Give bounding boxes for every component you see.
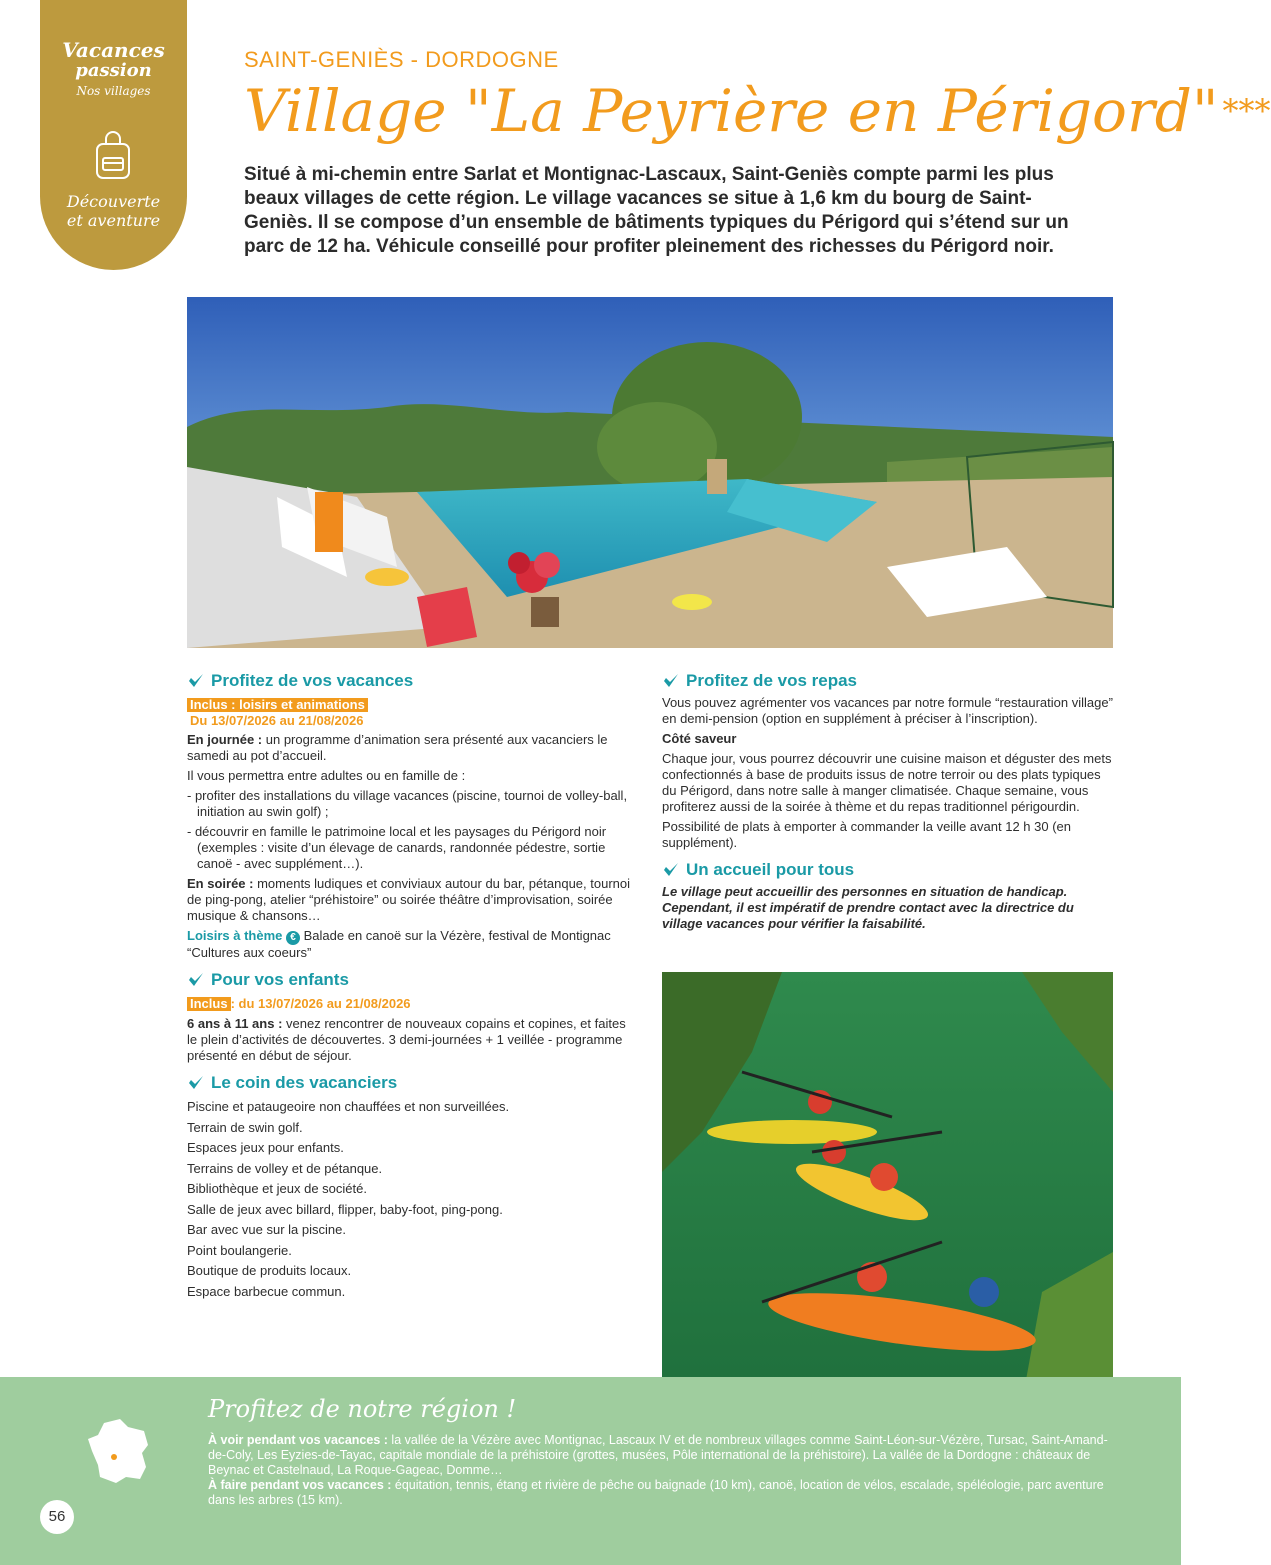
list-item: Boutique de produits locaux.: [187, 1263, 352, 1278]
theme-tab: [40, 0, 187, 270]
section-heading-repas: Profitez de vos repas: [662, 670, 1114, 692]
kayak-photo: [662, 972, 1113, 1402]
list-item: Salle de jeux avec billard, flipper, baby-foot, ping-pong.: [187, 1201, 503, 1217]
list-item: Point boulangerie.: [187, 1242, 292, 1258]
dates-label: Du 13/07/2026 au 21/08/2026: [190, 713, 364, 728]
list-item: Bibliothèque et jeux de société.: [187, 1181, 367, 1196]
brand-logo-line1: Vacances: [62, 38, 165, 62]
intro-paragraph: Situé à mi-chemin entre Sarlat et Montignac-Lascaux, Saint-Geniès compte parmi les plus beaux villages de cette région. Le village vacances se situe à 1,6 km du bourg de Saint-Geniès. Il se compose d’un ensemble de bâtiments typiques du Périgord qui s’étend sur un parc de 12 ha. Véhicule conseillé pour profiter pleinement des richesses du Périgord noir.: [244, 164, 1069, 257]
section-heading-vacances: Profitez de vos vacances: [187, 670, 637, 692]
page-number: 56: [40, 1500, 74, 1534]
left-column: Profitez de vos vacances Inclus : loisirs et animations Du 13/07/2026 au 21/08/2026 En journée : un programme d’animation sera présenté aux vacanciers le samedi au pot d’accueil. Il vous permettra entre adultes ou en famille de : - profiter des installations du village vacances (piscine, tournoi de volley-ball, initiation au swin golf) ; - découvrir en famille le patrimoine local et les paysages du Périgord noir (exemples : visite d’un élevage de canards, randonnée pédestre, sortie canoë - avec supplément…). En soirée : moments ludiques et conviviaux autour du bar, pétanque, tournoi de ping-pong, atelier “préhistoire” ou soirée théâtre d’improvisation, soirée musique & chansons… Loisirs à thème € Balade en canoë sur la Vézère, festival de Montignac “Cultures aux coeurs” Pour vos enfants Inclus : du 13/07/2026 au 21/08/2026 6 ans à 11 ans : venez rencontrer de nouveaux copains et copines, et faites le plein d’activités de découvertes. 3 demi-journées + 1 veillée - programme présenté en début de séjour. Le coin des vacanciers Piscine et pataugeoire non chauffées et non surveillées. Terrain de swin golf. Espaces jeux pour enfants. Terrains de volley et de pétanque. Bibliothèque et jeux de société. Salle de jeux avec billard, flipper, baby-foot, ping-pong. Bar avec vue sur la piscine. Point boulangerie. Boutique de produits locaux. Espace barbecue commun.: [187, 670, 637, 1302]
theme-label: Découverte et aventure: [66, 192, 161, 230]
list-item: Espace barbecue commun.: [187, 1283, 346, 1299]
list-item: Terrain de swin golf.: [187, 1119, 303, 1135]
rating-stars: ***: [1222, 92, 1271, 130]
region-heading: Profitez de notre région !: [208, 1395, 517, 1423]
check-icon: [187, 1074, 205, 1092]
check-icon: [662, 861, 680, 879]
list-item: Espaces jeux pour enfants.: [187, 1140, 344, 1155]
amenities-list: [187, 1097, 637, 1302]
page-title: Village "La Peyrière en Périgord" ***: [244, 77, 1271, 145]
included-badge: Inclus : loisirs et animations: [187, 698, 368, 712]
check-icon: [187, 672, 205, 690]
included-badge: Inclus: [187, 997, 231, 1011]
right-column: Profitez de vos repas Vous pouvez agrémenter vos vacances par notre formule “restauration village” en demi-pension (option en supplément à préciser à l’inscription). Côté saveur Chaque jour, vous pourrez découvrir une cuisine maison et déguster des mets confectionnés à base de produits issus de notre terroir ou des plats typiques du Périgord, dans notre salle à manger climatisée. Chaque semaine, vous profiterez aussi de la soirée à thème et du repas traditionnel périgourdin. Possibilité de plats à emporter à commander la veille avant 12 h 30 (en supplément). Un accueil pour tous Le village peut accueillir des personnes en situation de handicap. Cependant, il est impératif de prendre contact avec la directrice du village vacances pour vérifier la faisabilité.: [662, 671, 1113, 931]
list-item: Bar avec vue sur la piscine.: [187, 1222, 346, 1237]
section-heading-accueil: Un accueil pour tous: [662, 859, 1114, 881]
euro-badge: €: [286, 931, 300, 945]
backpack-icon: [93, 132, 133, 180]
france-map-icon: [86, 1417, 156, 1487]
list-item: Terrains de volley et de pétanque.: [187, 1160, 383, 1176]
location-label: SAINT-GENIÈS - DORDOGNE: [244, 47, 559, 72]
brand-logo-line2: passion: [75, 60, 152, 81]
check-icon: [662, 672, 680, 690]
region-text: À voir pendant vos vacances : la vallée de la Vézère avec Montignac, Lascaux IV et de nombreux villages comme Saint-Léon-sur-Vézère, Tursac, Saint-Amand-de-Coly, Les Eyzies-de-Tayac, capitale mondiale de la préhistoire (grottes, musées, Pôle international de la préhistoire). La vallée de la Dordogne : châteaux de Beynac et Castelnaud, La Roque-Gageac, Domme… À faire pendant vos vacances : équitation, tennis, étang et rivière de pêche ou baignade (10 km), canoë, location de vélos, escalade, spéléologie, parc aventure dans les arbres (15 km).: [208, 1433, 1108, 1507]
list-item: Piscine et pataugeoire non chauffées et non surveillées.: [187, 1099, 510, 1114]
brand-logo-line3: Nos villages: [76, 84, 151, 98]
section-heading-coin: Le coin des vacanciers: [187, 1072, 637, 1094]
pool-photo: [187, 297, 1113, 648]
check-icon: [187, 971, 205, 989]
section-heading-enfants: Pour vos enfants: [187, 969, 637, 991]
